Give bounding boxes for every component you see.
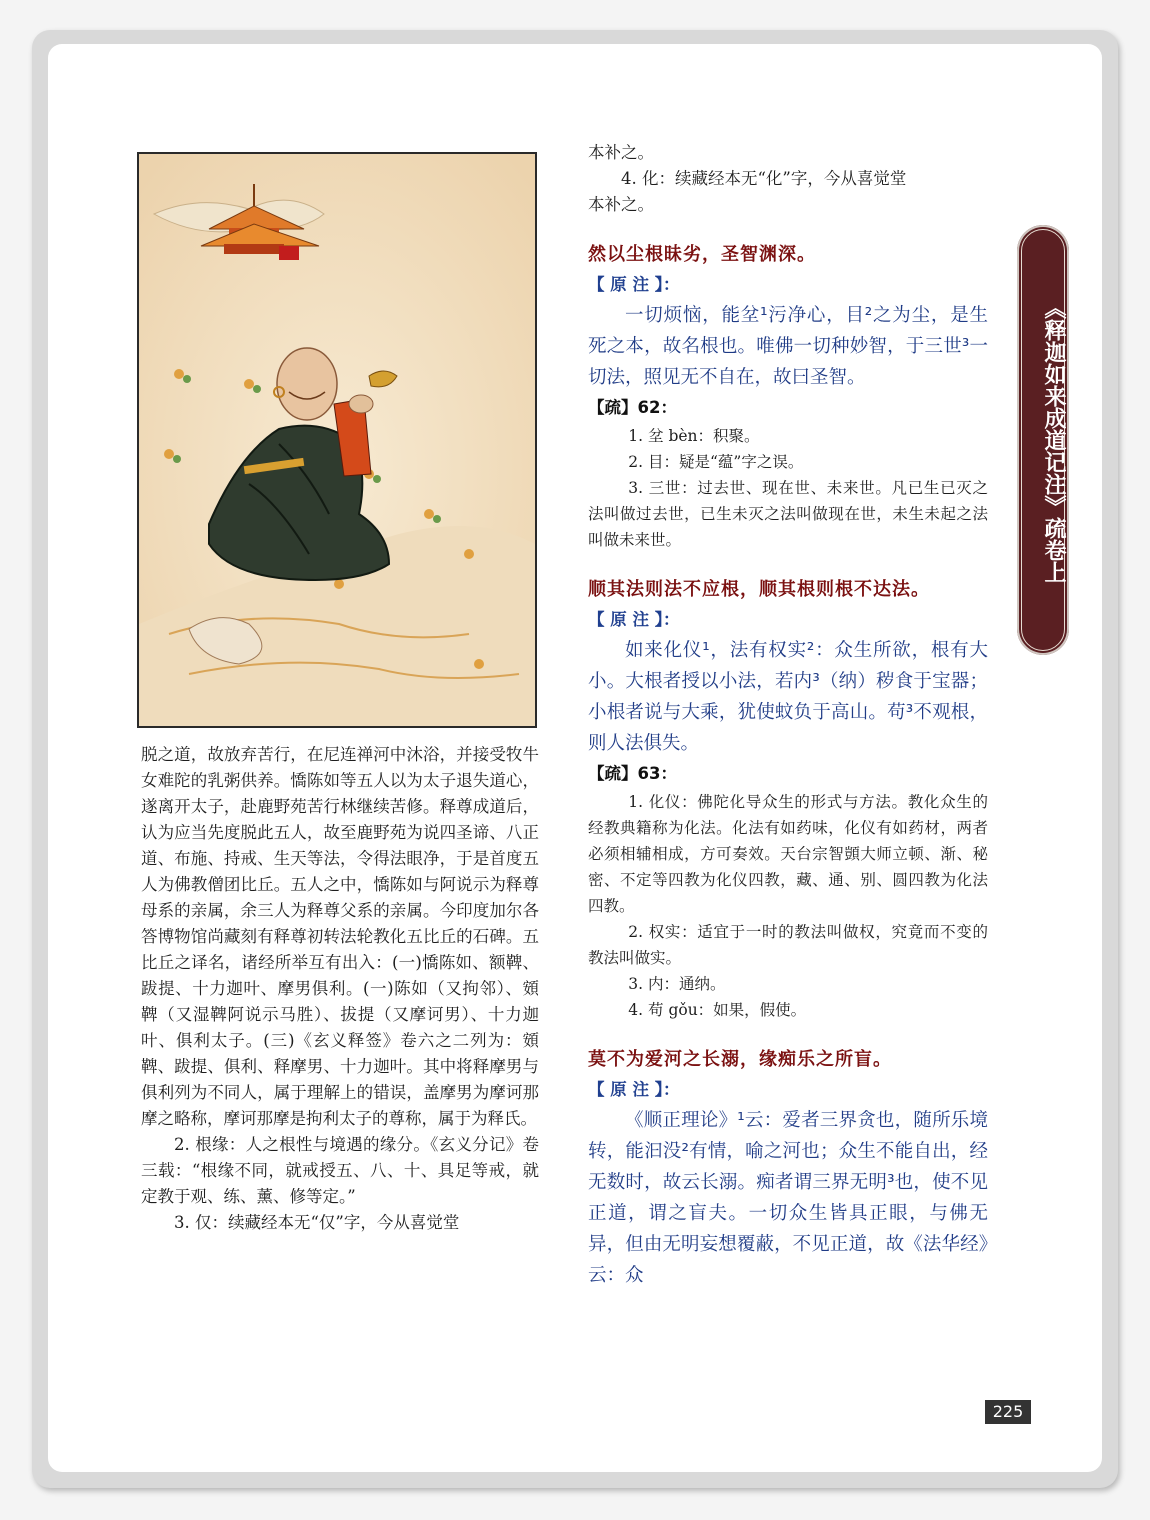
monk-painting-image (139, 154, 535, 726)
section-heading: 然以尘根昧劣，圣智渊深。 (588, 244, 816, 265)
commentary-label: 【疏】62： (588, 398, 677, 417)
right-text-column (588, 140, 988, 1291)
footnote: 1. 坌 bèn：积聚。 (628, 427, 760, 445)
original-note-label: 【 原 注 】： (588, 275, 680, 294)
footnote: 1. 化仪：佛陀化导众生的形式与方法。教化众生的经教典籍称为化法。化法有如药味，化仪有如药材，两者必须相辅相成，方可奏效。天台宗智顗大师立顿、渐、秘密、不定等四教为化仪四教，藏、通、别、圆四教为化法四教。 (588, 793, 988, 915)
footnote: 4. 苟 gǒu：如果，假使。 (628, 1001, 807, 1019)
original-note-text: 如来化仪¹，法有权实²：众生所欲，根有大小。大根者授以小法，若内³（纳）秽食于宝器；小根者说与大乘，犹使蚊负于高山。苟³不观根，则人法俱失。 (588, 640, 988, 754)
paragraph: 脱之道，故放弃苦行，在尼连禅河中沐浴，并接受牧牛女难陀的乳粥供养。憍陈如等五人以为太子退失道心，遂离开太子，赴鹿野苑苦行林继续苦修。释尊成道后，认为应当先度脱此五人，故至鹿野苑为说四圣谛、八正道、布施、持戒、生天等法，令得法眼净，于是首度五人为佛教僧团比丘。五人之中，憍陈如与阿说示为释尊母系的亲属，余三人为释尊父系的亲属。今印度加尔各答博物馆尚藏刻有释尊初转法轮教化五比丘的石碑。五比丘之译名，诸经所举互有出入：(一)憍陈如、额鞞、跋提、十力迦叶、摩男俱利。(一)陈如（又拘邻）、頞鞞（又湿鞞阿说示马胜）、拔提（又摩诃男）、十力迦叶、俱利太子。(三)《玄义释签》卷六之二列为：頞鞞、跋提、俱利、释摩男、十力迦叶。其中将释摩男与俱利列为不同人，属于理解上的错误，盖摩男为摩诃那摩之略称，摩诃那摩是拘利太子的尊称，属于为释氏。 (141, 745, 539, 1128)
section-heading: 顺其法则法不应根，顺其根则根不达法。 (588, 579, 930, 600)
line: 4. 化：续藏经本无“化”字，今从喜觉堂 (621, 169, 907, 188)
paragraph: 2. 根缘：人之根性与境遇的缘分。《玄义分记》卷三载：“根缘不同，就戒授五、八、十、具足等戒，就定教于观、练、薰、修等定。” (141, 1135, 539, 1206)
section-heading: 莫不为爱河之长溺，缘痴乐之所盲。 (588, 1049, 892, 1070)
chapter-side-tab (1017, 225, 1069, 655)
original-note-text: 《顺正理论》¹云：爱者三界贪也，随所乐境转，能汩没²有情，喻之河也；众生不能自出，经无数时，故云长溺。痴者谓三界无明³也，使不见正道，谓之盲夫。一切众生皆具正眼，与佛无异，但由无明妄想覆蔽，不见正道，故《法华经》云：众 (588, 1110, 988, 1286)
illustration-seated-monk (137, 152, 537, 728)
line: 本补之。 (588, 143, 654, 162)
footnote: 2. 目：疑是“蕴”字之误。 (628, 453, 804, 471)
original-note-text: 一切烦恼，能坌¹污净心，目²之为尘，是生死之本，故名根也。唯佛一切种妙智，于三世³一切法，照见无不自在，故曰圣智。 (588, 305, 988, 388)
line: 本补之。 (588, 195, 654, 214)
left-text-column (141, 742, 539, 1236)
footnote: 3. 内：通纳。 (628, 975, 726, 993)
original-note-label: 【 原 注 】： (588, 610, 680, 629)
chapter-title-vertical: 《释迦如来成道记注》疏卷上 (1041, 297, 1066, 583)
commentary-label: 【疏】63： (588, 764, 677, 783)
original-note-label: 【 原 注 】： (588, 1080, 680, 1099)
page-number: 225 (985, 1400, 1031, 1424)
footnote: 2. 权实：适宜于一时的教法叫做权，究竟而不变的教法叫做实。 (588, 923, 988, 967)
paragraph: 3. 仅：续藏经本无“仅”字，今从喜觉堂 (174, 1213, 460, 1232)
footnote: 3. 三世：过去世、现在世、未来世。凡已生已灭之法叫做过去世，已生未灭之法叫做现在世，未生未起之法叫做未来世。 (588, 479, 988, 549)
